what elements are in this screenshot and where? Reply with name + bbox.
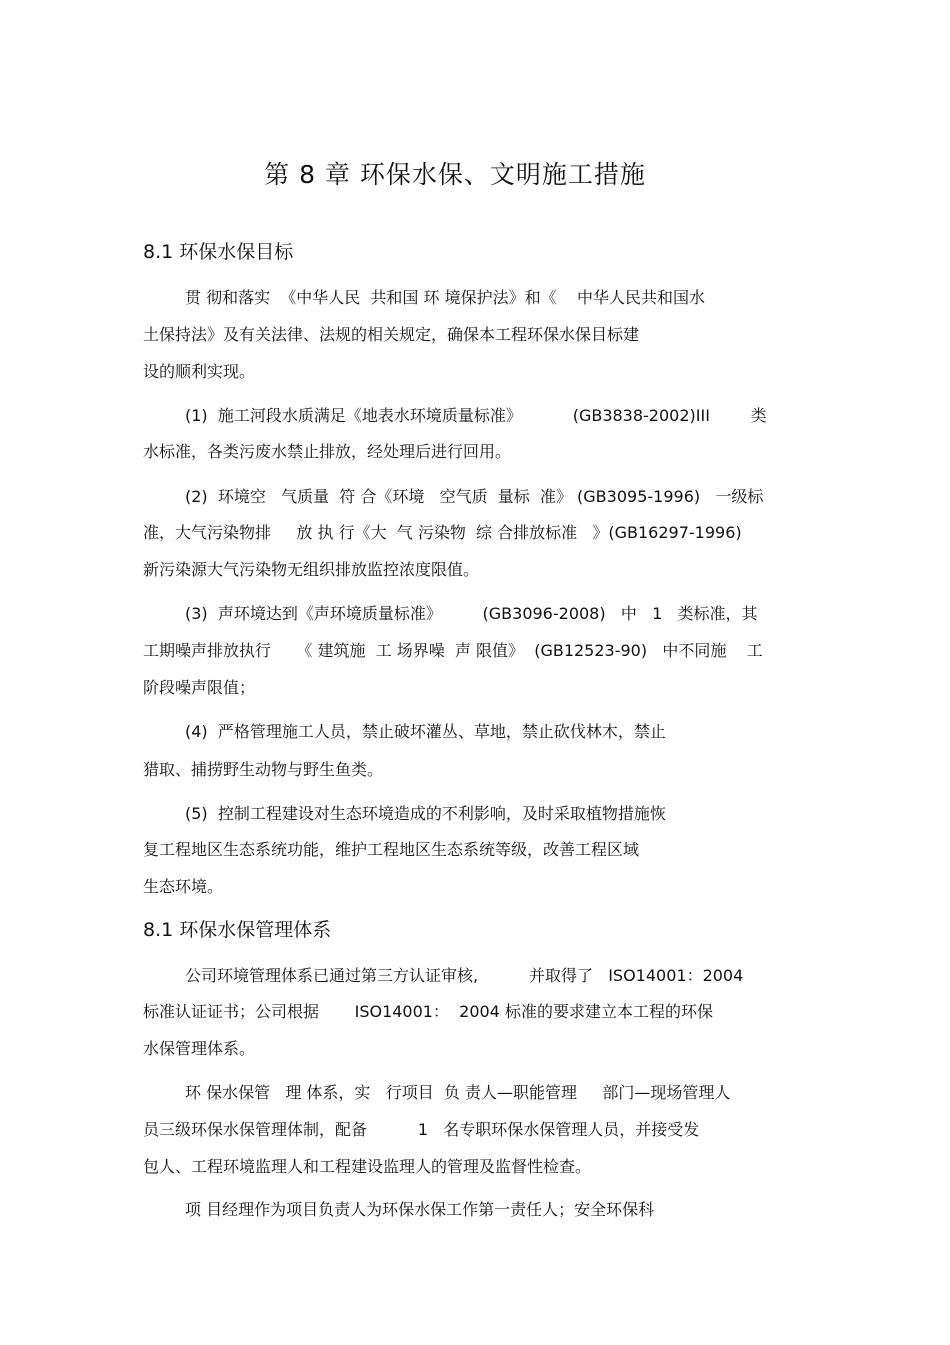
chapter-title: 第 8 章 环保水保、文明施工措施 xyxy=(264,160,646,189)
paragraph-line: 新污染源大气污染物无组织排放监控浓度限值。 xyxy=(143,560,480,579)
paragraph-line: 复工程地区生态系统功能，维护工程地区生态系统等级，改善工程区域 xyxy=(143,840,640,859)
paragraph-line: (5) 控制工程建设对生态环境造成的不利影响，及时采取植物措施恢 xyxy=(185,804,666,823)
paragraph-line: 设的顺利实现。 xyxy=(143,362,256,381)
paragraph-line: 贯 彻和落实 《中华人民 共和国 环 境保护法》和《 中华人民共和国水 xyxy=(185,288,705,307)
paragraph-line: 准，大气污染物排 放 执 行《大 气 污染物 综 合排放标准 》(GB16297-1996) xyxy=(143,523,742,542)
paragraph-line: (1) 施工河段水质满足《地表水环境质量标准》 (GB3838-2002)III 类 xyxy=(185,406,767,425)
paragraph-line: 阶段噪声限值； xyxy=(143,678,256,697)
paragraph-line: 标准认证证书；公司根据 ISO14001： 2004 标准的要求建立本工程的环保 xyxy=(143,1002,713,1021)
paragraph-line: 猎取、捕捞野生动物与野生鱼类。 xyxy=(143,760,384,779)
paragraph-line: 员三级环保水保管理体制，配备 1 名专职环保水保管理人员，并接受发 xyxy=(143,1120,700,1139)
paragraph-line: (4) 严格管理施工人员，禁止破坏灌丛、草地，禁止砍伐林木，禁止 xyxy=(185,722,666,741)
section-heading-goals: 8.1 环保水保目标 xyxy=(143,241,294,263)
paragraph-line: 项 目经理作为项目负责人为环保水保工作第一责任人；安全环保科 xyxy=(185,1200,655,1219)
paragraph-line: 生态环境。 xyxy=(143,877,224,896)
paragraph-line: 公司环境管理体系已通过第三方认证审核, 并取得了 ISO14001：2004 xyxy=(185,966,744,985)
paragraph-line: 环 保水保管 理 体系，实 行项目 负 责人—职能管理 部门—现场管理人 xyxy=(185,1083,731,1102)
paragraph-line: 水保管理体系。 xyxy=(143,1039,256,1058)
paragraph-line: (3) 声环境达到《声环境质量标准》 (GB3096-2008) 中 1 类标准，其 xyxy=(185,604,758,623)
paragraph-line: 水标准，各类污废水禁止排放，经处理后进行回用。 xyxy=(143,442,512,461)
paragraph-line: 包人、工程环境监理人和工程建设监理人的管理及监督性检查。 xyxy=(143,1157,592,1176)
paragraph-line: (2) 环境空 气质量 符 合《环境 空气质 量标 准》 (GB3095-1996) 一级标 xyxy=(185,487,764,506)
paragraph-line: 工期噪声排放执行 《 建筑施 工 场界噪 声 限值》 (GB12523-90) 中不同施 工 xyxy=(143,641,763,660)
section-heading-management: 8.1 环保水保管理体系 xyxy=(143,919,332,941)
paragraph-line: 土保持法》及有关法律、法规的相关规定，确保本工程环保水保目标建 xyxy=(143,325,640,344)
